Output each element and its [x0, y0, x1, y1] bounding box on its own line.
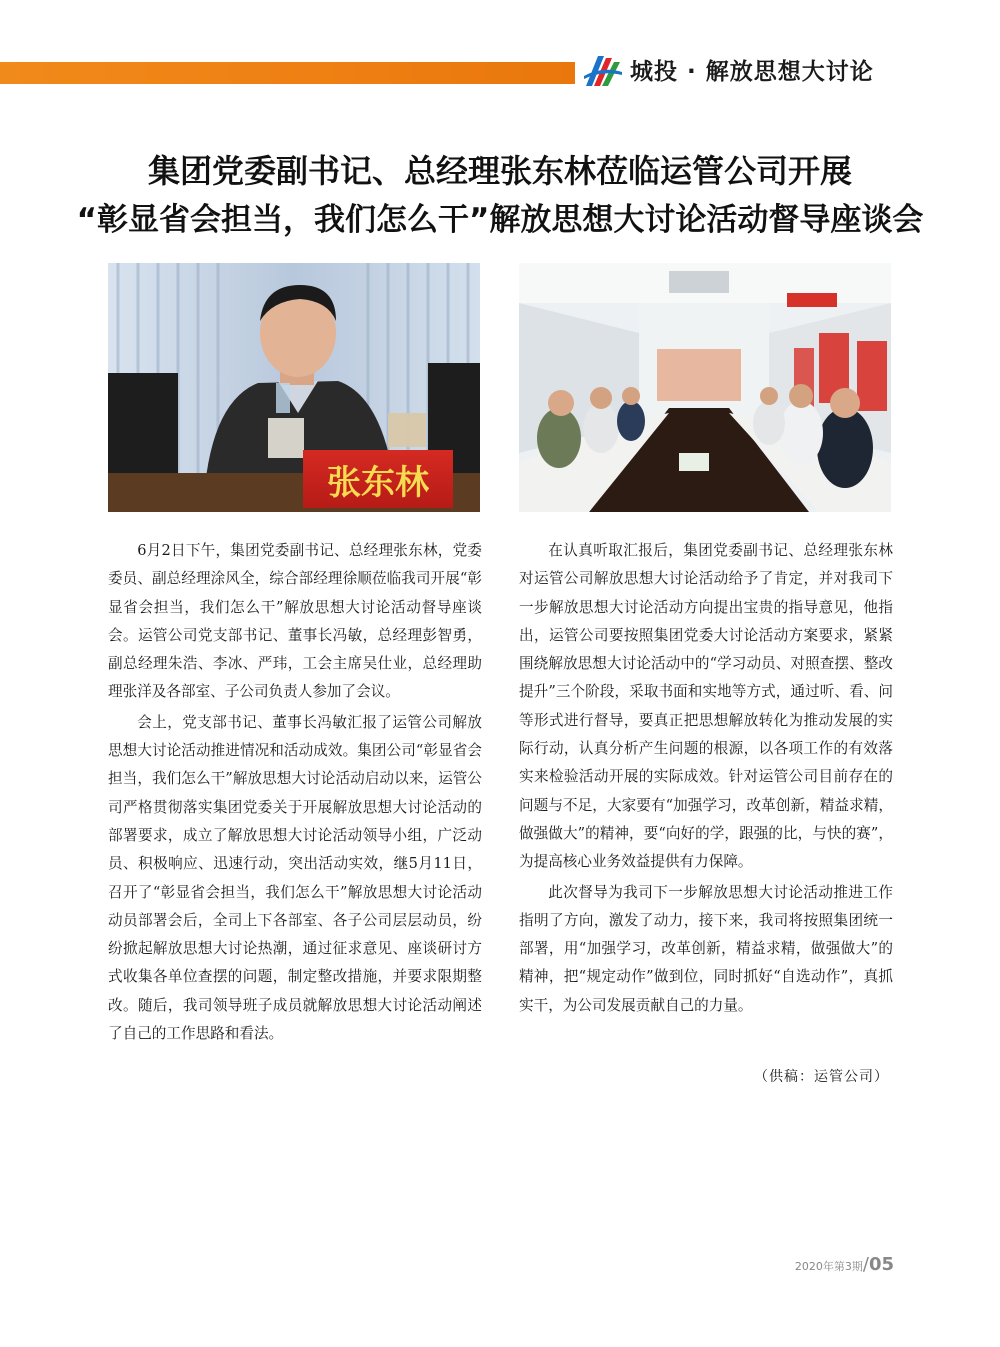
article-body-right-column	[519, 537, 893, 1022]
paragraph: 6月2日下午，集团党委副书记、总经理张东林，党委委员、副总经理涂风全，综合部经理徐顺莅临我司开展“彰显省会担当，我们怎么干”解放思想大讨论活动督导座谈会。运管公司党支部书记、董事长冯敏，总经理彭智勇，副总经理朱浩、李冰、严玮，工会主席吴仕业，总经理助理张洋及各部室、子公司负责人参加了会议。	[108, 542, 482, 701]
article-title-line-2: “彰显省会担当，我们怎么干”解放思想大讨论活动督导座谈会	[76, 202, 924, 238]
paragraph: 在认真听取汇报后，集团党委副书记、总经理张东林对运管公司解放思想大讨论活动给予了肯定，并对我司下一步解放思想大讨论活动方向提出宝贵的指导意见，他指出，运管公司要按照集团党委大讨论活动方案要求，紧紧围绕解放思想大讨论活动中的“学习动员、对照查摆、整改提升”三个阶段，采取书面和实地等方式，通过听、看、问等形式进行督导，要真正把思想解放转化为推动发展的实际行动，认真分析产生问题的根源，以各项工作的有效落实来检验活动开展的实际成效。针对运管公司目前存在的问题与不足，大家要有“加强学习，改革创新，精益求精，做强做大”的精神，要“向好的学，跟强的比，与快的赛”，为提高核心业务效益提供有力保障。	[519, 542, 893, 871]
paragraph: 会上，党支部书记、董事长冯敏汇报了运管公司解放思想大讨论活动推进情况和活动成效。集团公司“彰显省会担当，我们怎么干”解放思想大讨论活动启动以来，运管公司严格贯彻落实集团党委关于开展解放思想大讨论活动的部署要求，成立了解放思想大讨论活动领导小组，广泛动员、积极响应、迅速行动，突出活动实效，继5月11日，召开了“彰显省会担当，我们怎么干”解放思想大讨论活动动员部署会后，全司上下各部室、各子公司层层动员，纷纷掀起解放思想大讨论热潮，通过征求意见、座谈研讨方式收集各单位查摆的问题，制定整改措施，并要求限期整改。随后，我司领导班子成员就解放思想大讨论活动阐述了自己的工作思路和看法。	[108, 713, 482, 1043]
paragraph: 此次督导为我司下一步解放思想大讨论活动推进工作指明了方向，激发了动力，接下来，我司将按照集团统一部署，用“加强学习，改革创新，精益求精，做强做大”的精神，把“规定动作”做到位，同时抓好“自选动作”，真抓实干，为公司发展贡献自己的力量。	[519, 883, 893, 1014]
contributor-credit: （供稿：运管公司）	[754, 1069, 889, 1085]
page-number: 05	[868, 1254, 894, 1275]
city-investment-logo-icon	[580, 46, 624, 92]
speaker-photo	[108, 263, 480, 512]
page-folio	[795, 1254, 894, 1275]
section-title: 城投 · 解放思想大讨论	[630, 59, 874, 85]
article-body-left-column	[108, 537, 482, 1050]
folio-separator: /	[862, 1254, 869, 1275]
nameplate-text: 张东林	[327, 463, 429, 503]
header-accent-bar	[0, 62, 575, 84]
issue-label: 2020年第3期	[794, 1260, 863, 1273]
article-title-line-1: 集团党委副书记、总经理张东林莅临运管公司开展	[147, 152, 852, 190]
meeting-room-photo	[519, 263, 891, 512]
